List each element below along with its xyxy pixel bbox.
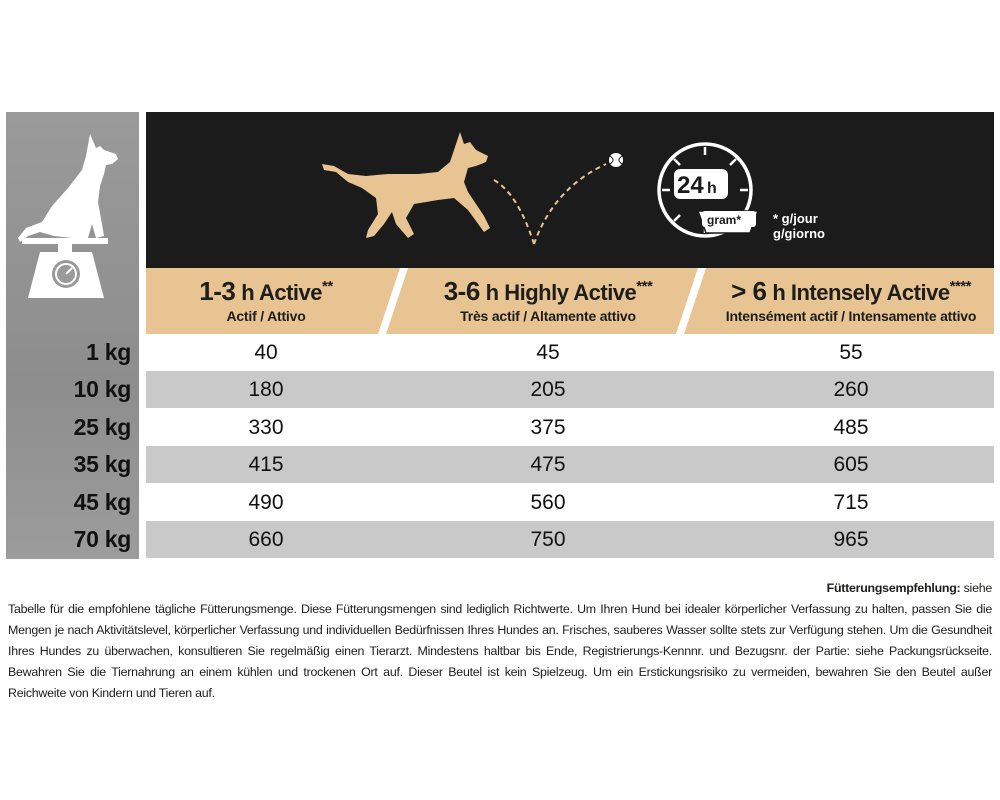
activity-label: h Active bbox=[241, 280, 323, 305]
activity-stars: *** bbox=[636, 278, 653, 295]
clock-label: 24 bbox=[677, 172, 704, 199]
weight-label: 45 kg bbox=[73, 489, 131, 515]
activity-range: 3-6 bbox=[443, 276, 480, 306]
activity-col-3 bbox=[708, 268, 994, 334]
activity-subtitle: Actif / Attivo bbox=[226, 308, 306, 324]
table-cell: 485 bbox=[833, 416, 869, 439]
activity-stars: ** bbox=[322, 278, 333, 295]
table-cell: 180 bbox=[248, 378, 284, 401]
activity-title bbox=[708, 276, 994, 307]
activity-range: > 6 bbox=[731, 276, 767, 306]
band-divider bbox=[378, 268, 408, 334]
activity-subtitle: Très actif / Altamente attivo bbox=[460, 308, 636, 324]
table-row bbox=[146, 409, 994, 446]
unit-line-1: * g/jour bbox=[773, 211, 818, 226]
feeding-footnote bbox=[8, 578, 992, 704]
footnote-heading: Fütterungsempfehlung: bbox=[826, 581, 961, 595]
table-row bbox=[146, 371, 994, 408]
table-row bbox=[146, 484, 994, 521]
table-cell: 415 bbox=[248, 453, 284, 476]
table-cell: 40 bbox=[254, 341, 278, 364]
activity-col-1 bbox=[146, 268, 386, 334]
weight-label: 10 kg bbox=[73, 376, 131, 402]
weight-label: 1 kg bbox=[86, 339, 131, 365]
table-cell: 490 bbox=[248, 491, 284, 514]
band-divider bbox=[676, 268, 706, 334]
activity-col-2 bbox=[408, 268, 688, 334]
activity-title bbox=[408, 276, 688, 307]
table-cell: 965 bbox=[833, 528, 869, 551]
table-cell: 750 bbox=[530, 528, 566, 551]
ball-trajectory-icon bbox=[490, 148, 630, 248]
table-cell: 45 bbox=[536, 341, 560, 364]
table-cell: 55 bbox=[839, 341, 863, 364]
running-dog-icon bbox=[318, 128, 498, 246]
activity-subtitle: Intensément actif / Intensamente attivo bbox=[725, 308, 977, 324]
footnote-body: Tabelle für die empfohlene tägliche Fütterungsmenge. Diese Fütterungsmengen sind lediglich Richtwerte. Um Ihren Hund bei idealer körperlicher Verfassung zu halten, passen Sie die Mengen je nach Aktivitätslevel, körperlicher Verfassung und individuellen Bedürfnissen Ihres Hundes an. Frisches, sauberes Wasser sollte stets zur Verfügung stehen. Um die Gesundheit Ihres Hundes zu überwachen, konsultieren Sie regelmäßig einen Tierarzt. Mindestens haltbar bis Ende, Registrierungs-Kennnr. und Bezugsnr. der Partie: siehe Packungsrückseite. Bewahren Sie die Tiernahrung an einem kühlen und trockenen Ort auf. Dieser Beutel ist kein Spielzeug. Um ein Erstickungsrisiko zu vermeiden, bewahren Sie den Beutel außer Reichweite von Kindern und Tieren auf. bbox=[8, 602, 992, 700]
weight-label: 70 kg bbox=[73, 526, 131, 552]
unit-label bbox=[773, 211, 825, 241]
weight-label: 35 kg bbox=[73, 451, 131, 477]
activity-range: 1-3 bbox=[199, 276, 236, 306]
weight-label: 25 kg bbox=[73, 414, 131, 440]
table-cell: 375 bbox=[530, 416, 566, 439]
table-cell: 605 bbox=[833, 453, 869, 476]
activity-stars: **** bbox=[949, 278, 971, 295]
activity-label: h Intensely Active bbox=[772, 280, 950, 305]
dog-on-scale-icon bbox=[12, 128, 127, 306]
table-cell: 660 bbox=[248, 528, 284, 551]
bowl-label: gram* bbox=[707, 213, 742, 227]
activity-label: h Highly Active bbox=[485, 280, 637, 305]
table-cell: 715 bbox=[833, 491, 869, 514]
clock-24h-icon bbox=[650, 135, 760, 245]
table-cell: 330 bbox=[248, 416, 284, 439]
activity-title bbox=[146, 276, 386, 307]
activity-header-band bbox=[146, 268, 994, 334]
table-cell: 560 bbox=[530, 491, 566, 514]
footnote-heading-tail: siehe bbox=[960, 581, 992, 595]
table-row bbox=[146, 446, 994, 483]
footnote-heading-line bbox=[8, 578, 992, 599]
table-row bbox=[146, 334, 994, 371]
unit-line-2: g/giorno bbox=[773, 226, 825, 241]
table-cell: 475 bbox=[530, 453, 566, 476]
table-row bbox=[146, 521, 994, 558]
clock-unit: h bbox=[707, 180, 717, 197]
table-cell: 260 bbox=[833, 378, 869, 401]
table-cell: 205 bbox=[530, 378, 566, 401]
